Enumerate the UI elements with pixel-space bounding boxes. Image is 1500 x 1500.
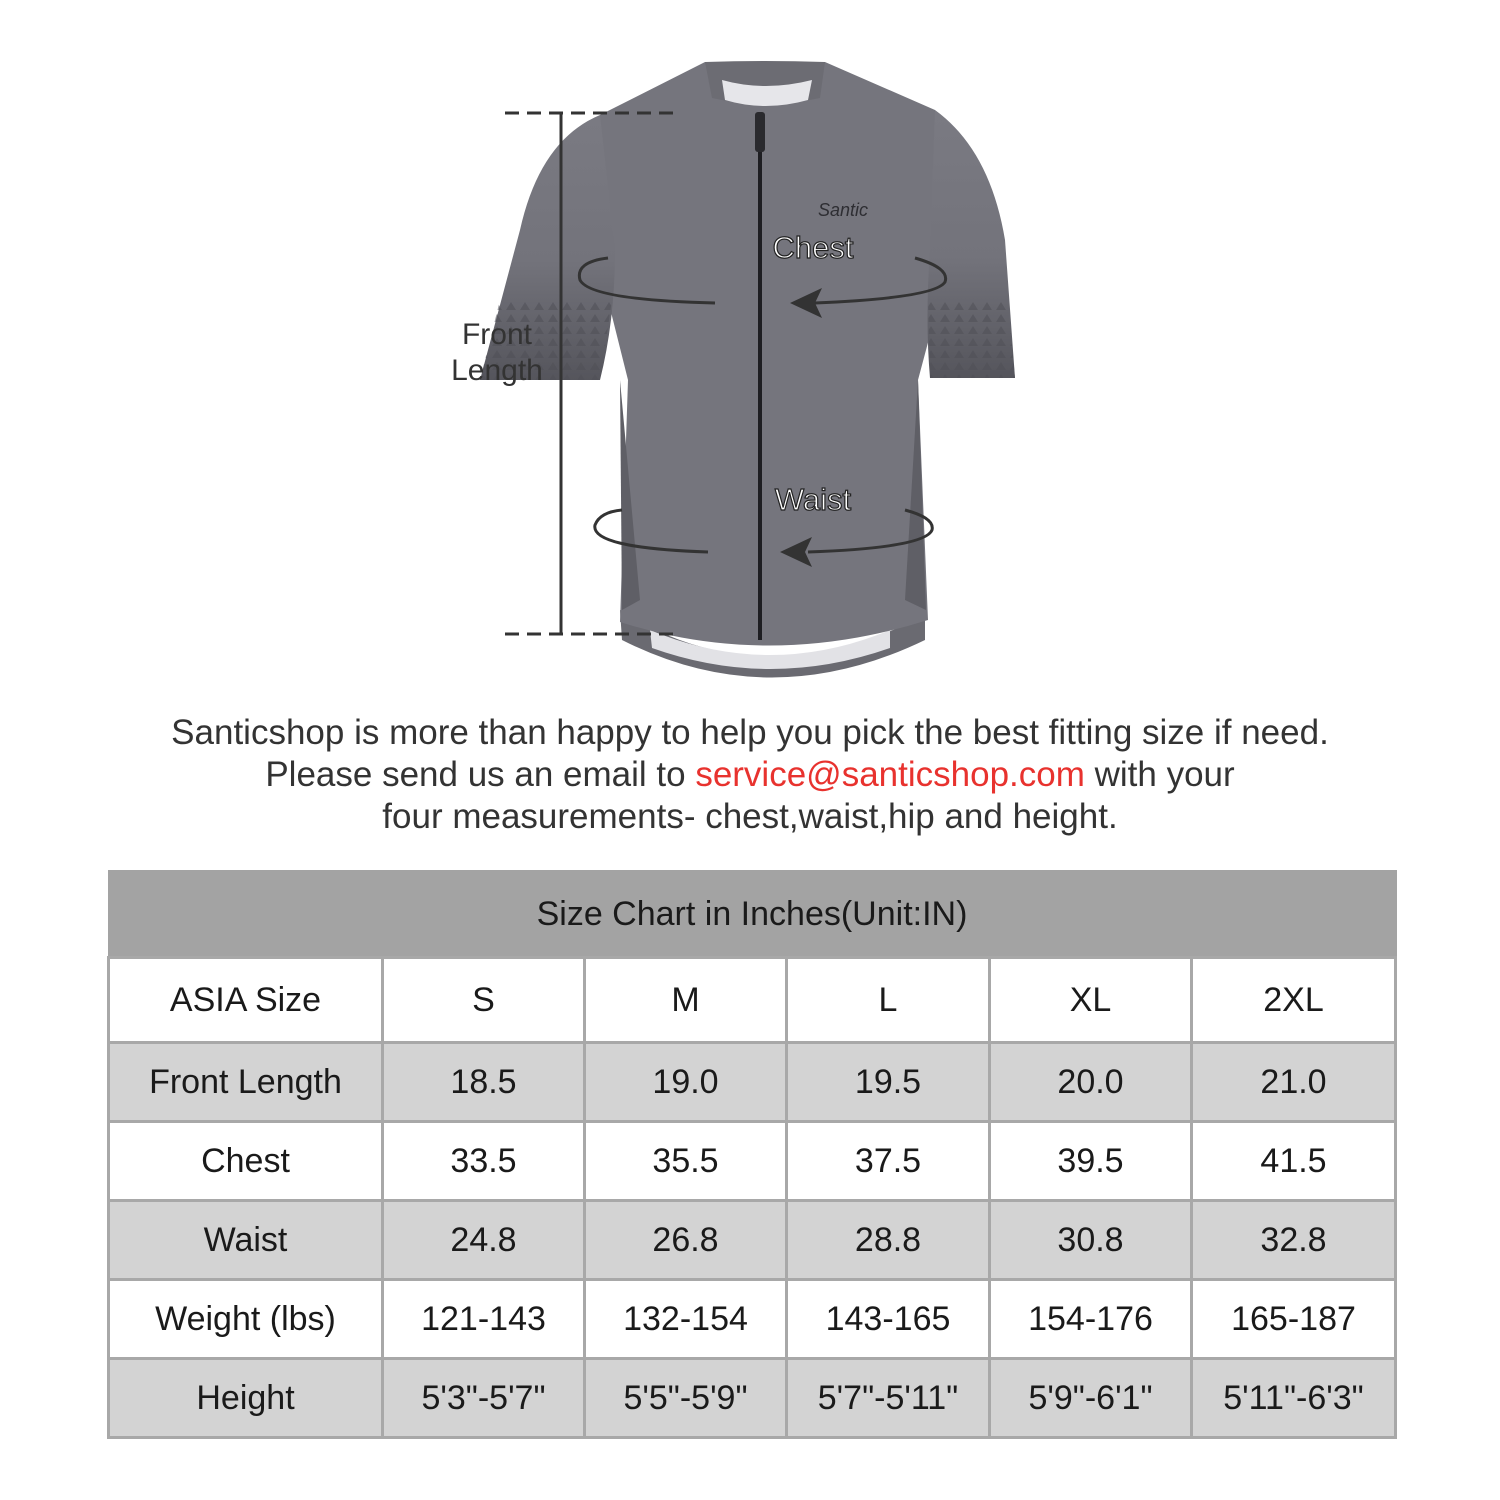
header-cell: L [787, 958, 990, 1043]
table-cell: 165-187 [1192, 1280, 1396, 1359]
table-cell: 132-154 [585, 1280, 787, 1359]
table-cell: 37.5 [787, 1122, 990, 1201]
table-cell: 32.8 [1192, 1201, 1396, 1280]
table-cell: 18.5 [383, 1043, 585, 1122]
row-label: Waist [109, 1201, 383, 1280]
intro-text [0, 712, 1500, 838]
header-cell: S [383, 958, 585, 1043]
row-label: Weight (lbs) [109, 1280, 383, 1359]
row-label: Height [109, 1359, 383, 1438]
table-cell: 26.8 [585, 1201, 787, 1280]
intro-line-2-end: with your [1084, 755, 1235, 794]
intro-line-2-start: Please send us an email to [265, 755, 696, 794]
row-label: Chest [109, 1122, 383, 1201]
jersey-diagram [0, 0, 1500, 710]
table-cell: 5'11"-6'3" [1192, 1359, 1396, 1438]
intro-line-2 [0, 754, 1500, 796]
size-header-row [109, 958, 1396, 1043]
table-cell: 5'3"-5'7" [383, 1359, 585, 1438]
waist-label: Waist [774, 482, 852, 517]
table-cell: 35.5 [585, 1122, 787, 1201]
size-chart-body [109, 958, 1396, 1438]
table-row [109, 1122, 1396, 1201]
table-cell: 28.8 [787, 1201, 990, 1280]
table-cell: 121-143 [383, 1280, 585, 1359]
table-cell: 33.5 [383, 1122, 585, 1201]
table-cell: 19.0 [585, 1043, 787, 1122]
table-cell: 5'5"-5'9" [585, 1359, 787, 1438]
header-cell: XL [990, 958, 1192, 1043]
table-row [109, 1280, 1396, 1359]
intro-line-1: Santicshop is more than happy to help you pick the best fitting size if need. [171, 713, 1329, 752]
header-cell: 2XL [1192, 958, 1396, 1043]
table-cell: 5'9"-6'1" [990, 1359, 1192, 1438]
chest-label: Chest [772, 230, 854, 265]
table-cell: 30.8 [990, 1201, 1192, 1280]
table-cell: 19.5 [787, 1043, 990, 1122]
table-cell: 24.8 [383, 1201, 585, 1280]
table-row [109, 1201, 1396, 1280]
front-length-label-line1: Front [461, 318, 533, 351]
table-cell: 21.0 [1192, 1043, 1396, 1122]
table-cell: 143-165 [787, 1280, 990, 1359]
table-cell: 20.0 [990, 1043, 1192, 1122]
front-length-label-line2: Length [451, 354, 543, 387]
intro-line-3: four measurements- chest,waist,hip and height. [382, 797, 1118, 836]
table-cell: 41.5 [1192, 1122, 1396, 1201]
brand-label: Santic [818, 200, 869, 220]
size-chart-caption: Size Chart in Inches(Unit:IN) [109, 871, 1396, 958]
size-chart-table [107, 870, 1397, 1439]
jersey-body [598, 62, 950, 646]
header-cell: ASIA Size [109, 958, 383, 1043]
table-cell: 154-176 [990, 1280, 1192, 1359]
table-row [109, 1359, 1396, 1438]
service-email-link[interactable]: service@santicshop.com [695, 755, 1085, 794]
table-cell: 39.5 [990, 1122, 1192, 1201]
row-label: Front Length [109, 1043, 383, 1122]
table-row [109, 1043, 1396, 1122]
table-cell: 5'7"-5'11" [787, 1359, 990, 1438]
header-cell: M [585, 958, 787, 1043]
